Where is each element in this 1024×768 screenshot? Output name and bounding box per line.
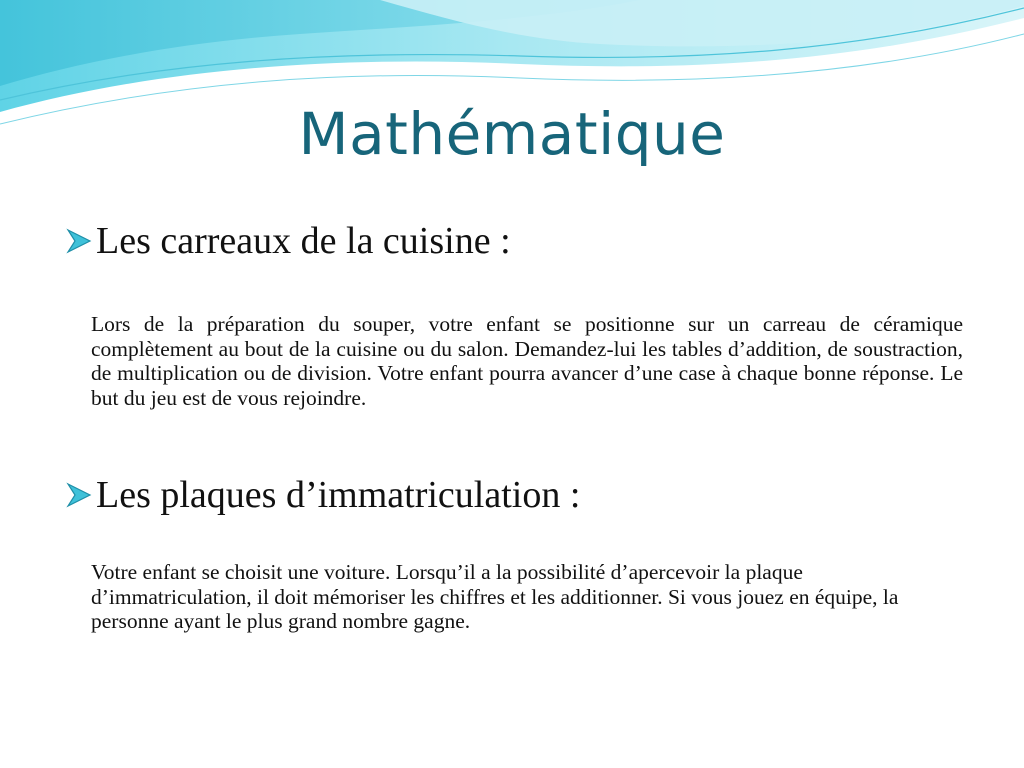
arrow-bullet-icon <box>64 226 94 256</box>
section-heading-label: Les carreaux de la cuisine : <box>96 220 511 262</box>
section-paragraph-kitchen-tiles: Lors de la préparation du souper, votre enfant se positionne sur un carreau de céramique complètement au bout de la cuisine ou du salon. Demandez-lui les tables d’addition, de soustraction, de multiplication ou de division. Votre enfant pourra avancer d’une case à chaque bonne réponse. Le but du jeu est de vous rejoindre. <box>91 312 963 410</box>
section-heading-kitchen-tiles <box>64 218 511 264</box>
section-paragraph-license-plates: Votre enfant se choisit une voiture. Lorsqu’il a la possibilité d’apercevoir la plaque d’immatriculation, il doit mémoriser les chiffres et les additionner. Si vous jouez en équipe, la personne ayant le plus grand nombre gagne. <box>91 560 899 634</box>
arrow-bullet-icon <box>64 480 94 510</box>
section-heading-license-plates <box>64 472 580 518</box>
slide-title: Mathématique <box>298 100 726 168</box>
section-heading-label: Les plaques d’immatriculation : <box>96 474 581 516</box>
